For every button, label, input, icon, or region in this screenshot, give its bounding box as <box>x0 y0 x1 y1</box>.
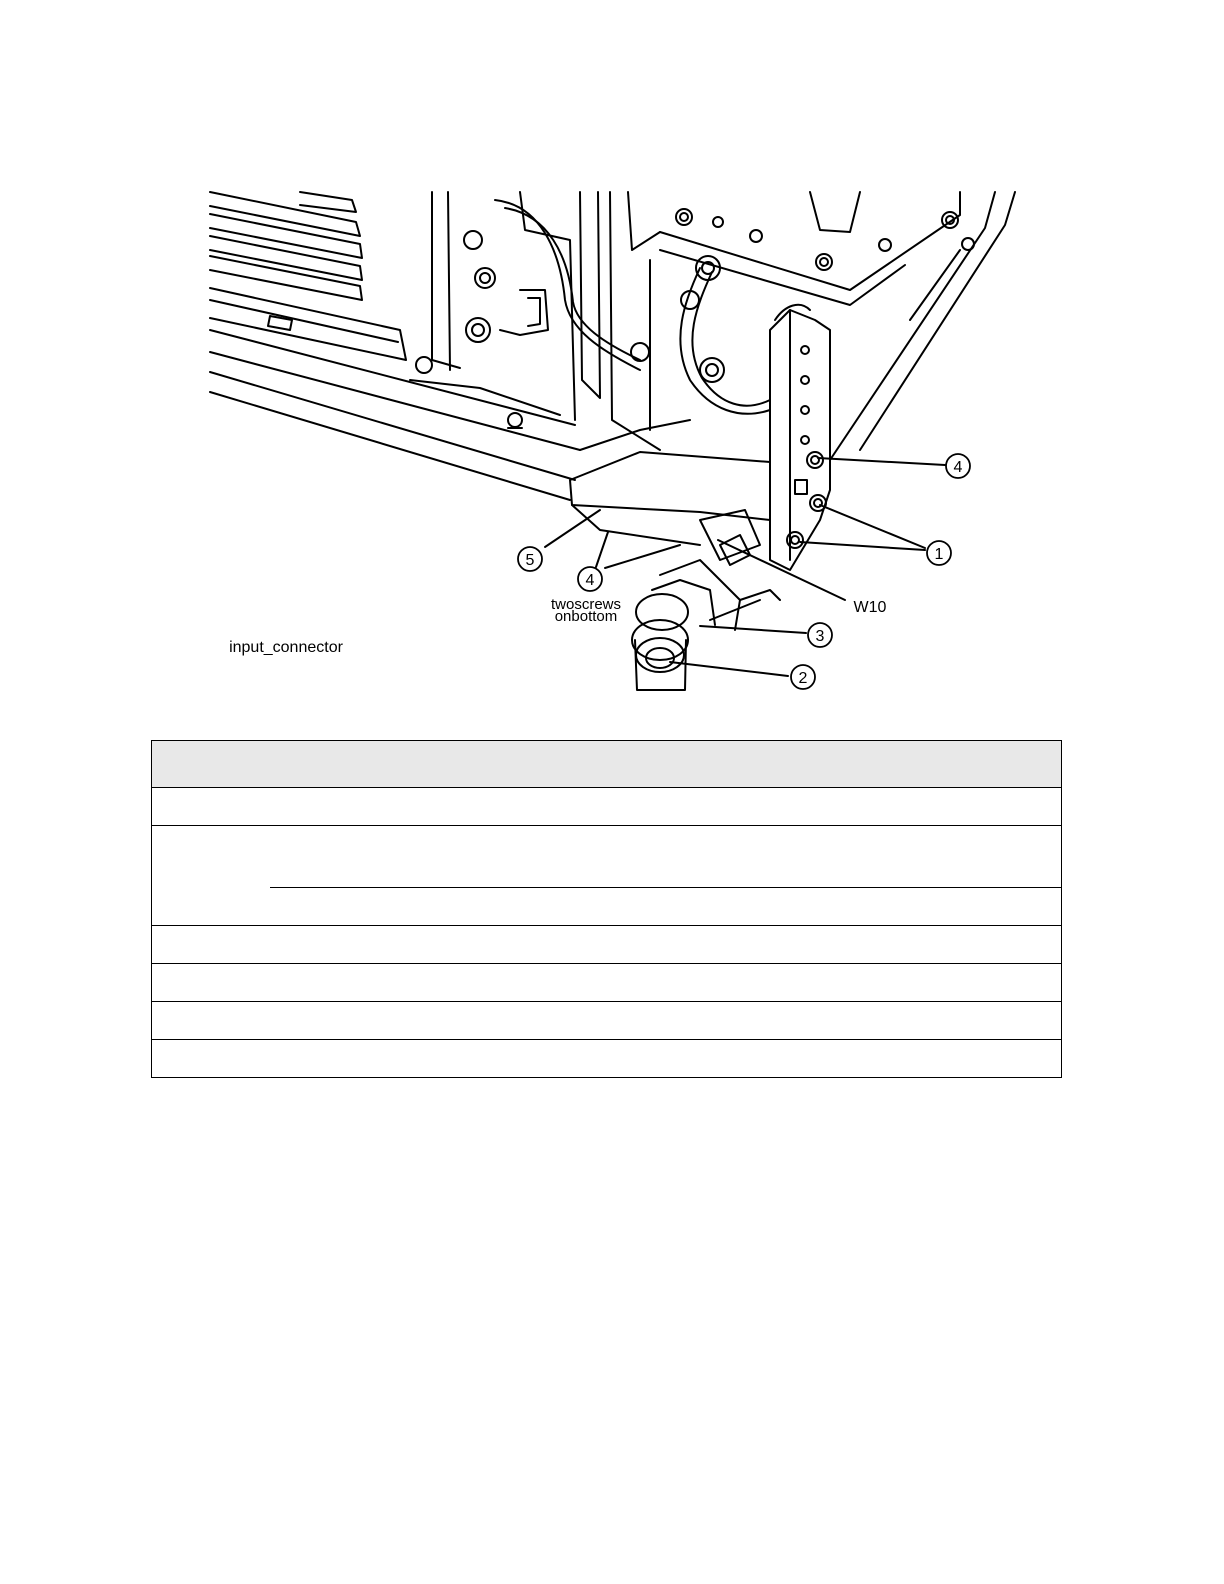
input-connector-figure <box>0 0 1224 700</box>
table-cell <box>152 1040 271 1078</box>
table-row <box>152 1040 1062 1078</box>
table-row <box>152 888 1062 926</box>
table-cell <box>270 1002 1062 1040</box>
table-row <box>152 826 1062 888</box>
screws-note-line2: onbottom <box>554 608 618 625</box>
callout-3-number: 3 <box>815 628 825 645</box>
chassis-rails <box>210 330 580 500</box>
table-cell <box>152 788 271 826</box>
table-cell <box>270 826 1062 888</box>
table-header-cell <box>152 741 271 788</box>
callout-5-number: 5 <box>525 552 535 569</box>
table-row <box>152 926 1062 964</box>
table-row <box>152 964 1062 1002</box>
table-cell <box>152 964 271 1002</box>
callout-4-bottom-number: 4 <box>585 572 595 589</box>
table-cell <box>270 926 1062 964</box>
table-header-cell <box>270 741 1062 788</box>
table-row <box>152 788 1062 826</box>
connector-bracket <box>770 310 830 570</box>
table-cell <box>270 888 1062 926</box>
callout-1-number: 1 <box>934 546 944 563</box>
right-module <box>610 192 1015 460</box>
table-cell <box>152 1002 271 1040</box>
mounting-bracket <box>570 420 770 560</box>
parts-table <box>151 740 1062 1078</box>
callout-4-right-number: 4 <box>953 459 963 476</box>
table-cell <box>270 1040 1062 1078</box>
table-row <box>152 1002 1062 1040</box>
table-cell <box>152 888 271 926</box>
assembly-drawing <box>0 0 1224 700</box>
table-cell <box>152 926 271 964</box>
semi-rigid-cables <box>631 256 810 414</box>
screws-note-line1: twoscrews <box>550 596 622 613</box>
table-cell <box>270 788 1062 826</box>
figure-caption: input_connector <box>229 639 343 656</box>
cable-label-w10: W10 <box>853 599 887 616</box>
heatsink-fins <box>210 192 406 360</box>
leader-lines <box>545 458 945 676</box>
callout-2-number: 2 <box>798 670 808 687</box>
table-header-row <box>152 741 1062 788</box>
table-cell <box>270 964 1062 1002</box>
table-cell <box>152 826 271 888</box>
